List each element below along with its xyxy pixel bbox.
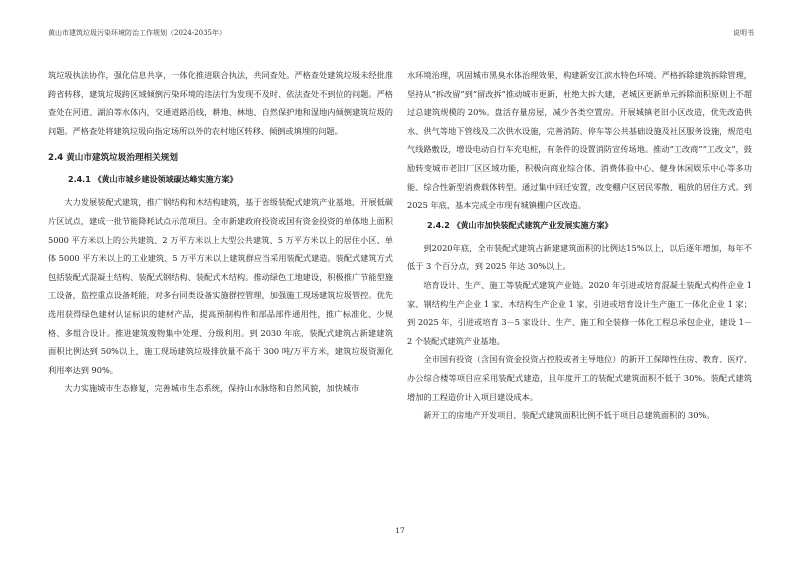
- subsection-heading: 2.4.2 《黄山市加快装配式建筑产业发展实施方案》: [427, 220, 613, 230]
- header-title: 黄山市建筑垃圾污染环境防治工作规划（2024-2035年）: [48, 29, 226, 37]
- paragraph: 新开工的房地产开发项目，装配式建筑面积比例不低于项目总建筑面积的 30%。: [423, 410, 715, 421]
- subsection-heading: 2.4.1 《黄山市城乡建设领域碳达峰实施方案》: [68, 175, 238, 185]
- paragraph: 筑垃圾执法协作，强化信息共享，一体化推进联合执法，共同查处。严格查处建筑垃圾未经批准跨省转移，建筑垃圾跨区域倾倒污染环境的违法行为发现不及时、依法查处不到位的问题。严格查处在河道、湖泊等水体内，交通道路沿线，耕地、林地、自然保护地和湿地内倾倒建筑垃圾的问题。严格查处将建筑垃圾向指定场所以外的农村地区转移、倾倒或填埋的问题。: [48, 70, 393, 136]
- paragraph: 全市国有投资（含国有资金投资占控股或者主导地位）的新开工保障性住房、教育、医疗、办公综合楼等项目应采用装配式建造，且年度开工的装配式建筑面积不低于 30%。装配式建筑增加的工程造价计入项目建设成本。: [407, 354, 752, 402]
- section-heading: 2.4 黄山市建筑垃圾治理相关规划: [48, 153, 178, 164]
- paragraph: 水环境治理，巩固城市黑臭水体治理效果，构建新安江滨水特色环境。严格拆除建筑拆除管理，坚持从“拆改留”到“留改拆”推动城市更新，杜绝大拆大建，老城区更新单元拆除面积原则上不超过总建筑规模的 20%。盘活存量房屋，减少各类空置房。开展城镇老旧小区改造，优先改造供水、供气等地下管线及二次供水设施，完善消防、停车等公共基础设施及社区服务设施，规范电气线路敷设，增设电动自行车充电桩，有条件的设置消防宣传场地。推动“工改商”“工改文”，鼓励转变城市老旧厂区区域功能，积极向商业综合体、消费体验中心、健身休闲娱乐中心等多功能、综合性新型消费载体转型。通过集中回迁安置，改变棚户区居民零散、粗放的居住方式。到 2025 年底，基本完成全市现有城镇棚户区改造。: [407, 70, 752, 211]
- paragraph: 大力发展装配式建筑，推广钢结构和木结构建筑，基于省级装配式建筑产业基地，开展低碳片区试点，建成一批节能降耗试点示范项目。全市新建政府投资或国有资金投资的单体地上面积 5000 平方米以上的公共建筑、2 万平方米以上大型公共建筑、5 万平方米以上的居住小区、单体 5000 平方米以上的工业建筑、5 万平方米以上建筑群应当采用装配式建造。装配式建筑方式包括装配式混凝土结构、装配式钢结构、装配式木结构。推动绿色工地建设，积极推广节能型施工设备，监控重点设备耗能，对多台同类设备实施群控管理，加强施工现场建筑垃圾管控。优先选用获得绿色建材认证标识的建材产品，提高预制构件和部品部件通用性，推广标准化、少规格、多组合设计。推进建筑废物集中处理、分级利用。到 2030 年底，装配式建筑占新建建筑面积比例达到 50%以上，施工现场建筑垃圾排放量不高于 300 吨/万平方米，建筑垃圾资源化利用率达到 90%。: [48, 197, 393, 375]
- paragraph: 大力实施城市生态修复，完善城市生态系统，保持山水脉络和自然风貌，加快城市: [64, 383, 360, 394]
- paragraph: 培育设计、生产、施工等装配式建筑产业链。2020 年引进或培育混凝土装配式构件企业 1 家、钢结构生产企业 1 家、木结构生产企业 1 家，引进或培育设计生产施工一体化企业 1 家；到 2025 年，引进或培育 3－5 家设计、生产、施工和全装修一体化工程总承包企业，建设 1－2 个装配式建筑产业基地。: [407, 279, 752, 346]
- paragraph: 到2020年底，全市装配式建筑占新建建筑面积的比例达15%以上，以后逐年增加，每年不低于 3 个百分点，到 2025 年达 30%以上。: [407, 242, 752, 272]
- header-doc-type: 说明书: [733, 29, 754, 37]
- right-column: [407, 66, 752, 425]
- left-column: [48, 66, 393, 398]
- page-number: 17: [395, 526, 405, 535]
